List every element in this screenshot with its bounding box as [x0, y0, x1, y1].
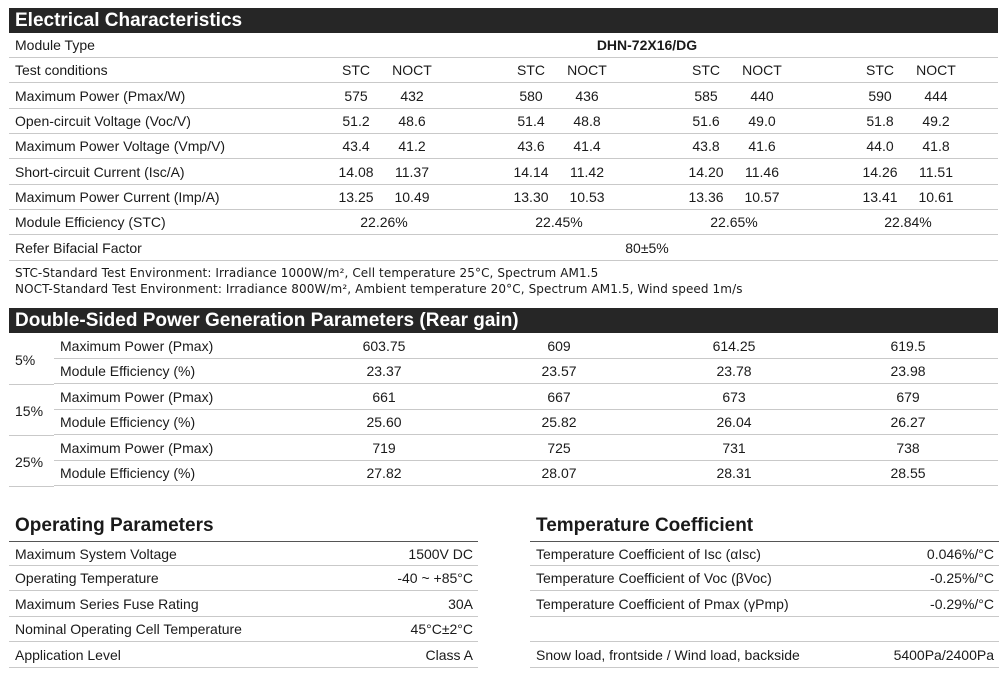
gain-value: 725 — [547, 440, 571, 456]
stc-header: STC — [517, 62, 545, 78]
param-value: -40 ~ +85°C — [397, 570, 473, 586]
stc-value: 51.8 — [866, 113, 894, 129]
gain-value: 731 — [722, 440, 746, 456]
noct-value: 11.42 — [570, 164, 604, 180]
gain-row — [54, 334, 998, 359]
temperature-row — [530, 617, 999, 642]
noct-value: 49.2 — [922, 113, 950, 129]
double-sided-section-title: Double-Sided Power Generation Parameters (Rear gain) — [9, 308, 998, 333]
group-divider — [9, 435, 54, 436]
electrical-row — [9, 109, 998, 134]
gain-row — [54, 359, 998, 384]
row-label: Maximum Power Current (Imp/A) — [15, 189, 220, 205]
row-label: Module Efficiency (STC) — [15, 214, 166, 230]
stc-value: 13.25 — [338, 189, 374, 205]
row-label: Maximum Power (Pmax) — [60, 440, 214, 456]
module-type-value: DHN-72X16/DG — [596, 37, 698, 53]
stc-header: STC — [866, 62, 894, 78]
noct-value: 41.8 — [922, 138, 950, 154]
temperature-row — [530, 592, 999, 617]
efficiency-value: 22.65% — [710, 214, 758, 230]
row-label: Refer Bifacial Factor — [15, 240, 142, 256]
coefficient-label: Temperature Coefficient of Isc (αIsc) — [536, 546, 761, 562]
noct-value: 10.57 — [744, 189, 780, 205]
noct-value: 49.0 — [748, 113, 776, 129]
noct-header: NOCT — [916, 62, 956, 78]
row-label: Maximum Power (Pmax) — [60, 389, 214, 405]
stc-value: 43.8 — [692, 138, 720, 154]
stc-value: 585 — [694, 88, 718, 104]
stc-value: 590 — [868, 88, 892, 104]
gain-value: 673 — [722, 389, 746, 405]
row-label: Module Efficiency (%) — [60, 414, 196, 430]
gain-value: 27.82 — [366, 465, 402, 481]
stc-value: 51.6 — [692, 113, 720, 129]
row-label: Maximum Power (Pmax/W) — [15, 88, 186, 104]
operating-row — [9, 617, 478, 642]
stc-header: STC — [342, 62, 370, 78]
gain-row — [54, 436, 998, 461]
noct-value: 11.46 — [745, 164, 779, 180]
stc-value: 44.0 — [866, 138, 894, 154]
test-conditions-row — [9, 58, 998, 83]
temperature-row — [530, 566, 999, 591]
noct-value: 444 — [924, 88, 948, 104]
noct-value: 10.49 — [394, 189, 430, 205]
noct-header: NOCT — [392, 62, 432, 78]
noct-value: 432 — [400, 88, 424, 104]
module-type-label: Module Type — [15, 37, 95, 53]
stc-value: 14.20 — [688, 164, 724, 180]
gain-row — [54, 410, 998, 435]
gain-value: 26.04 — [716, 414, 752, 430]
noct-value: 11.51 — [919, 164, 953, 180]
efficiency-value: 22.84% — [884, 214, 932, 230]
module-type-row — [9, 33, 998, 58]
stc-note: STC-Standard Test Environment: Irradiance 1000W/m², Cell temperature 25°C, Spectrum AM1.5 — [15, 266, 599, 280]
param-label: Maximum Series Fuse Rating — [15, 596, 199, 612]
stc-header: STC — [692, 62, 720, 78]
row-label: Maximum Power Voltage (Vmp/V) — [15, 138, 226, 154]
operating-row — [9, 541, 478, 566]
gain-value: 28.07 — [541, 465, 577, 481]
param-value: 45°C±2°C — [410, 621, 473, 637]
gain-value: 28.55 — [890, 465, 926, 481]
row-label: Short-circuit Current (Isc/A) — [15, 164, 185, 180]
stc-value: 14.08 — [338, 164, 374, 180]
test-conditions-label: Test conditions — [15, 62, 108, 78]
electrical-row — [9, 84, 998, 109]
param-value: Class A — [425, 647, 473, 663]
noct-header: NOCT — [742, 62, 782, 78]
param-label: Operating Temperature — [15, 570, 159, 586]
noct-note: NOCT-Standard Test Environment: Irradiance 800W/m², Ambient temperature 20°C, Spectrum AM1.5, Wind speed 1m/s — [15, 282, 743, 296]
gain-row — [54, 385, 998, 410]
row-label: Module Efficiency (%) — [60, 465, 196, 481]
temperature-row — [530, 643, 999, 668]
stc-value: 43.4 — [342, 138, 370, 154]
coefficient-label: Temperature Coefficient of Pmax (γPmp) — [536, 596, 789, 612]
noct-value: 10.53 — [569, 189, 605, 205]
noct-value: 41.6 — [748, 138, 776, 154]
stc-value: 13.41 — [862, 189, 898, 205]
param-label: Nominal Operating Cell Temperature — [15, 621, 242, 637]
stc-value: 51.4 — [517, 113, 545, 129]
param-label: Maximum System Voltage — [15, 546, 177, 562]
temperature-row — [530, 541, 999, 566]
param-value: 1500V DC — [408, 546, 473, 562]
row-label: Open-circuit Voltage (Voc/V) — [15, 113, 191, 129]
stc-value: 14.26 — [862, 164, 898, 180]
gain-label: 15% — [15, 403, 44, 419]
gain-value: 23.78 — [716, 363, 752, 379]
gain-value: 738 — [896, 440, 920, 456]
load-value: 5400Pa/2400Pa — [893, 647, 994, 663]
noct-value: 10.61 — [918, 189, 954, 205]
param-value: 30A — [448, 596, 473, 612]
gain-label: 5% — [15, 352, 36, 368]
stc-value: 51.2 — [342, 113, 370, 129]
efficiency-value: 22.26% — [360, 214, 408, 230]
gain-value: 609 — [547, 338, 571, 354]
gain-value: 603.75 — [362, 338, 406, 354]
coefficient-value: -0.29%/°C — [930, 596, 994, 612]
electrical-row — [9, 160, 998, 185]
electrical-row — [9, 185, 998, 210]
gain-value: 614.25 — [712, 338, 756, 354]
stc-value: 13.36 — [688, 189, 724, 205]
gain-row — [54, 461, 998, 486]
electrical-section-title: Electrical Characteristics — [9, 8, 998, 33]
gain-label: 25% — [15, 454, 44, 470]
stc-value: 575 — [344, 88, 368, 104]
gain-value: 719 — [372, 440, 396, 456]
noct-value: 41.2 — [398, 138, 426, 154]
noct-value: 436 — [575, 88, 599, 104]
gain-value: 23.98 — [890, 363, 926, 379]
stc-value: 580 — [519, 88, 543, 104]
gain-value: 25.82 — [541, 414, 577, 430]
bifacial-row — [9, 236, 998, 261]
stc-value: 43.6 — [517, 138, 545, 154]
gain-value: 25.60 — [366, 414, 402, 430]
operating-section-title: Operating Parameters — [15, 515, 214, 536]
noct-value: 440 — [750, 88, 774, 104]
gain-value: 679 — [896, 389, 920, 405]
bifacial-value: 80±5% — [625, 240, 669, 256]
operating-row — [9, 566, 478, 591]
param-label: Application Level — [15, 647, 121, 663]
gain-value: 26.27 — [890, 414, 926, 430]
gain-value: 619.5 — [890, 338, 926, 354]
gain-value: 28.31 — [716, 465, 752, 481]
electrical-row — [9, 134, 998, 159]
efficiency-row — [9, 210, 998, 235]
efficiency-value: 22.45% — [535, 214, 583, 230]
gain-value: 23.37 — [366, 363, 402, 379]
noct-value: 48.6 — [398, 113, 426, 129]
stc-value: 13.30 — [513, 189, 549, 205]
group-divider — [9, 486, 54, 487]
noct-value: 11.37 — [395, 164, 429, 180]
group-divider — [9, 384, 54, 385]
coefficient-value: -0.25%/°C — [930, 570, 994, 586]
noct-value: 41.4 — [573, 138, 601, 154]
gain-value: 23.57 — [541, 363, 577, 379]
stc-value: 14.14 — [513, 164, 549, 180]
gain-value: 661 — [372, 389, 396, 405]
coefficient-value: 0.046%/°C — [926, 546, 994, 562]
temperature-section-title: Temperature Coefficient — [536, 515, 754, 536]
operating-row — [9, 643, 478, 668]
load-label: Snow load, frontside / Wind load, backside — [536, 647, 800, 663]
noct-value: 48.8 — [573, 113, 601, 129]
gain-value: 667 — [547, 389, 571, 405]
operating-row — [9, 592, 478, 617]
row-label: Maximum Power (Pmax) — [60, 338, 214, 354]
coefficient-label: Temperature Coefficient of Voc (βVoc) — [536, 570, 772, 586]
row-label: Module Efficiency (%) — [60, 363, 196, 379]
noct-header: NOCT — [567, 62, 607, 78]
